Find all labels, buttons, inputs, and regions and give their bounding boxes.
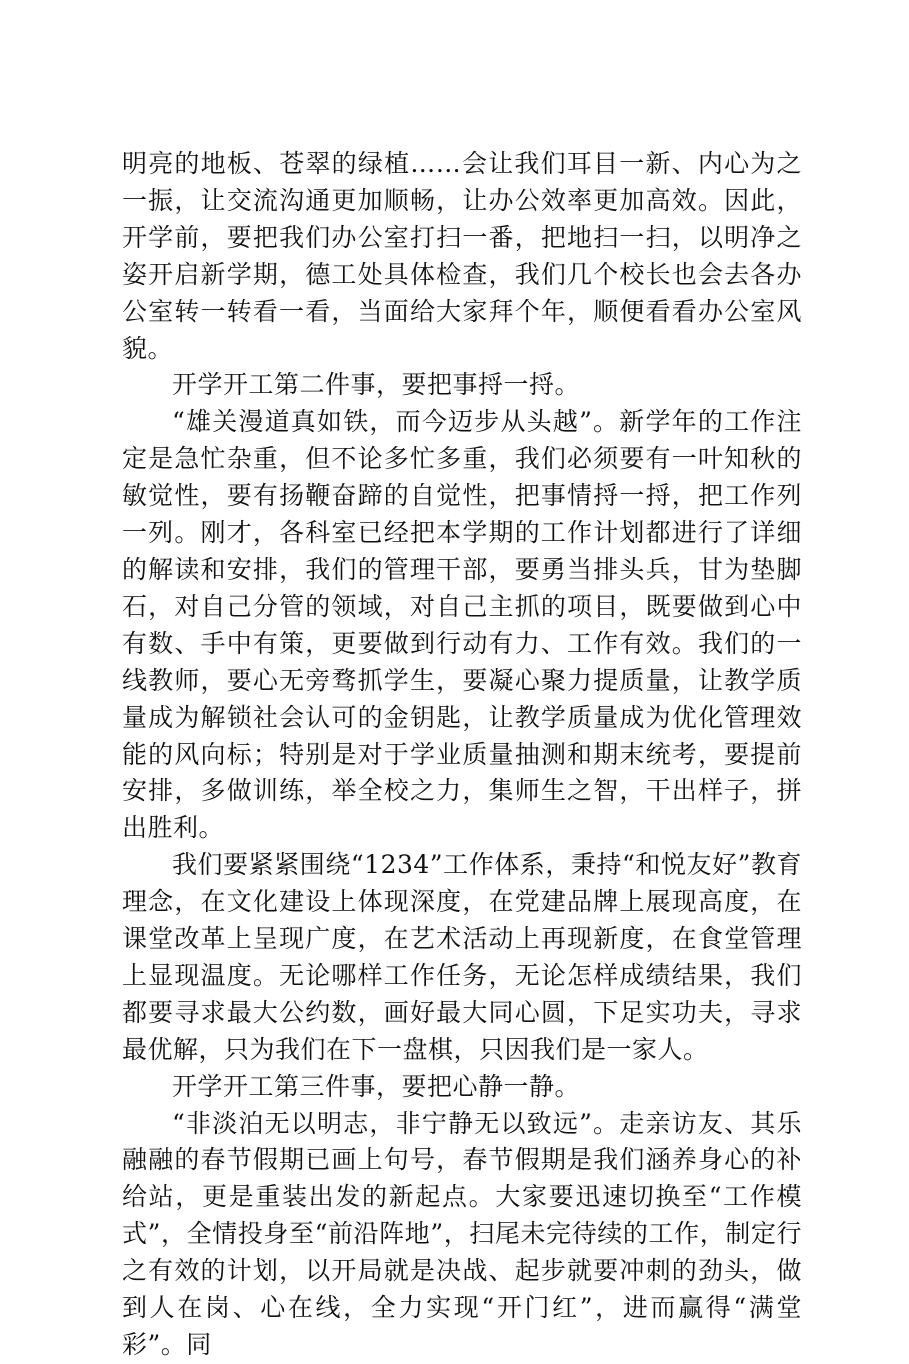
paragraph-calm-mind: “非淡泊无以明志，非宁静无以致远”。走亲访友、其乐融融的春节假期已画上句号，春节假期是我们涵养身心的补给站，更是重装出发的新起点。大家要迅速切换至“工作模式”，全情投身至“前沿阵地”，扫尾未完待续的工作，制定行之有效的计划，以开局就是决战、起步就要冲刺的劲头，做到人在岗、心在线，全力实现“开门红”，进而赢得“满堂彩”。同 bbox=[122, 1108, 802, 1359]
paragraph-work-system: 我们要紧紧围绕“1234”工作体系，秉持“和悦友好”教育理念，在文化建设上体现深度，在党建品牌上展现高度，在课堂改革上呈现广度，在艺术活动上再现新度，在食堂管理上显现温度。无论哪样工作任务，无论怎样成绩结果，我们都要寻求最大公约数，画好最大同心圆，下足实功夫，寻求最优解，只为我们在下一盘棋，只因我们是一家人。 bbox=[122, 850, 802, 1064]
paragraph-heading-third-matter: 开学开工第三件事，要把心静一静。 bbox=[172, 1071, 581, 1101]
paragraph-work-plan: “雄关漫道真如铁，而今迈步从头越”。新学年的工作注定是急忙杂重，但不论多忙多重，我们必须要有一叶知秋的敏觉性，要有扬鞭奋蹄的自觉性，把事情捋一捋，把工作列一列。刚才，各科室已经把本学期的工作计划都进行了详细的解读和安排，我们的管理干部，要勇当排头兵，甘为垫脚石，对自己分管的领域，对自己主抓的项目，既要做到心中有数、手中有策，更要做到行动有力、工作有效。我们的一线教师，要心无旁骛抓学生，要凝心聚力提质量，让教学质量成为解锁社会认可的金钥匙，让教学质量成为优化管理效能的风向标；特别是对于学业质量抽测和期末统考，要提前安排，多做训练，举全校之力，集师生之智，干出样子，拼出胜利。 bbox=[122, 407, 802, 843]
paragraph-heading-second-matter: 开学开工第二件事，要把事捋一捋。 bbox=[172, 370, 581, 400]
document-body bbox=[122, 146, 802, 1364]
paragraph-continuation: 明亮的地板、苍翠的绿植……会让我们耳目一新、内心为之一振，让交流沟通更加顺畅，让办公效率更加高效。因此，开学前，要把我们办公室打扫一番，把地扫一扫，以明净之姿开启新学期，德工处具体检查，我们几个校长也会去各办公室转一转看一看，当面给大家拜个年，顺便看看办公室风貌。 bbox=[122, 149, 802, 363]
